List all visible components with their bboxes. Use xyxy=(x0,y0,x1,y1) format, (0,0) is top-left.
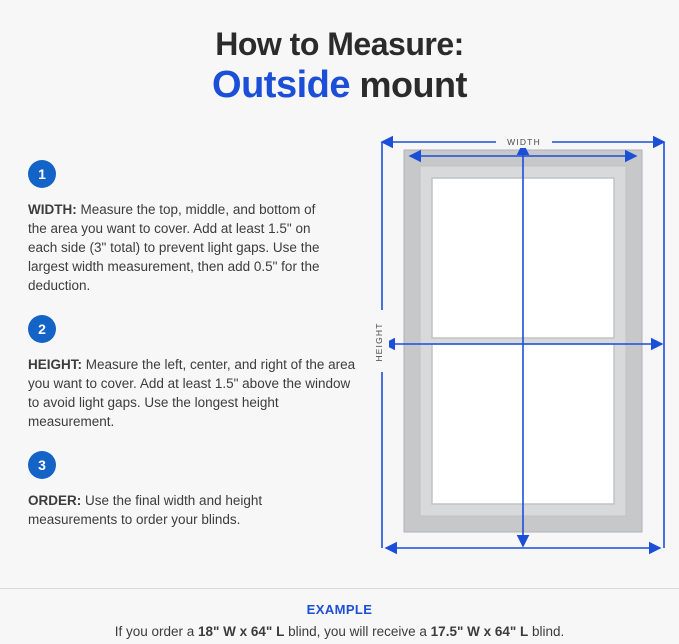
title-highlight-word: Outside xyxy=(212,64,350,106)
step-2-badge: 2 xyxy=(28,315,56,343)
step-3-label: ORDER: xyxy=(28,493,82,508)
step-1-text xyxy=(28,200,328,295)
width-label: WIDTH xyxy=(507,137,541,147)
title-block xyxy=(0,24,679,108)
example-title: EXAMPLE xyxy=(306,602,373,617)
step-3 xyxy=(28,451,368,529)
step-2-body: Measure the left, center, and right of the area you want to cover. Add at least 1.5" above the window to avoid light gaps. Use the longest height measurement. xyxy=(28,357,356,429)
page-title-line1: How to Measure: xyxy=(215,26,464,62)
step-3-badge: 3 xyxy=(28,451,56,479)
step-1-body: Measure the top, middle, and bottom of the area you want to cover. Add at least 1.5" on each side (3" total) to prevent light gaps. Use the largest width measurement, then add 0.5" for the deduction. xyxy=(28,202,320,293)
steps-list xyxy=(28,160,368,549)
example-received-size: 17.5" W x 64" L xyxy=(430,624,529,639)
step-1-label: WIDTH: xyxy=(28,202,77,217)
example-block xyxy=(0,602,679,639)
example-text xyxy=(0,624,679,639)
title-suffix: mount xyxy=(349,64,467,105)
example-order-size: 18" W x 64" L xyxy=(198,624,285,639)
window-measurement-diagram xyxy=(372,128,672,568)
step-3-body: Use the final width and height measurements to order your blinds. xyxy=(28,493,263,527)
step-3-text xyxy=(28,491,328,529)
footer-divider xyxy=(0,588,679,589)
step-1 xyxy=(28,160,368,295)
step-2 xyxy=(28,315,368,431)
step-1-badge: 1 xyxy=(28,160,56,188)
example-suffix: blind. xyxy=(528,624,565,639)
page-title-line2 xyxy=(0,62,679,108)
step-2-label: HEIGHT: xyxy=(28,357,82,372)
example-middle: blind, you will receive a xyxy=(284,624,431,639)
example-prefix: If you order a xyxy=(114,624,198,639)
height-label: HEIGHT xyxy=(374,322,384,362)
step-2-text xyxy=(28,355,358,431)
